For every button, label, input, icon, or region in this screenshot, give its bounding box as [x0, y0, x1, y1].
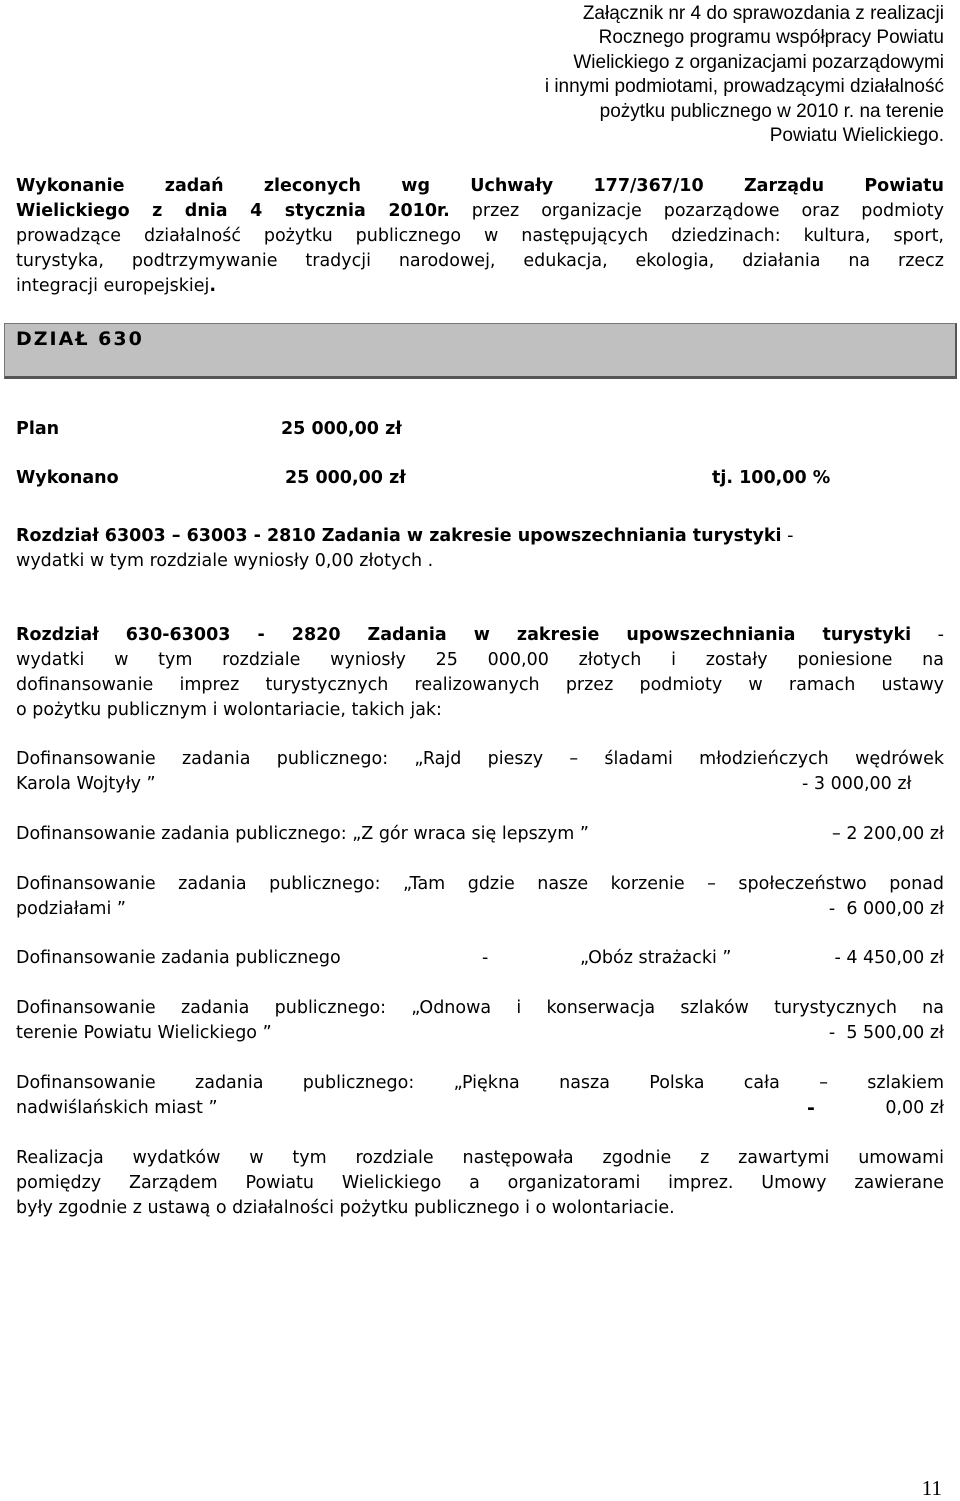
- task-amount: - 4 450,00 zł: [834, 948, 944, 968]
- task-title: Dofinansowanie zadania publicznego: „Rajd pieszy – śladami młodzieńczych wędrówek: [16, 749, 944, 769]
- intro-line: prowadzące działalność pożytku publicznego w następujących dziedzinach: kultura, sport,: [16, 226, 944, 246]
- task-row: [16, 1096, 944, 1121]
- rozdzial-title-line: [16, 623, 944, 648]
- closing-line: Realizacja wydatków w tym rozdziale następowała zgodnie z zawartymi umowami: [16, 1148, 944, 1168]
- intro-title-line: Wykonanie zadań zleconych wg Uchwały 177/367/10 Zarządu Powiatu: [16, 176, 944, 196]
- intro-text: przez organizacje pozarządowe oraz podmioty: [449, 201, 944, 221]
- task-title-end: nadwiślańskich miast ”: [16, 1098, 218, 1118]
- intro-line: [16, 274, 944, 299]
- task-dash: -: [482, 948, 489, 968]
- rozdzial-title: Rozdział 630-63003 - 2820 Zadania w zakresie upowszechniania turystyki: [16, 625, 912, 645]
- rozdzial-text: dofinansowanie imprez turystycznych realizowanych przez podmioty w ramach ustawy: [16, 675, 944, 695]
- header-line: pożytku publicznego w 2010 r. na terenie: [599, 100, 944, 122]
- rozdzial-63003-2810: [16, 524, 944, 574]
- task-title: Dofinansowanie zadania publicznego: „Tam gdzie nasze korzenie – społeczeństwo ponad: [16, 874, 944, 894]
- task-title: Dofinansowanie zadania publicznego: „Odnowa i konserwacja szlaków turystycznych na: [16, 998, 944, 1018]
- header-line: Wielickiego z organizacjami pozarządowymi: [573, 51, 944, 73]
- header-line: Powiatu Wielickiego.: [769, 125, 944, 147]
- closing-paragraph: [16, 1146, 944, 1221]
- section-header: [4, 323, 957, 379]
- task-amount: - 3 000,00 zł: [802, 774, 912, 794]
- task-title: Dofinansowanie zadania publicznego: „Z gór wraca się lepszym ”: [16, 824, 589, 844]
- task-item: [16, 1071, 944, 1121]
- rozdzial-dash: -: [911, 625, 944, 645]
- rozdzial-title: Rozdział 63003 – 63003 - 2810 Zadania w zakresie upowszechniania turystyki: [16, 526, 782, 546]
- task-amount: - 5 500,00 zł: [828, 1023, 944, 1043]
- wykonano-value: 25 000,00 zł: [285, 468, 406, 488]
- header-line: i innymi podmiotami, prowadzącymi działalność: [544, 76, 944, 98]
- rozdzial-dash: -: [781, 526, 794, 546]
- rozdzial-text: wydatki w tym rozdziale wyniosły 0,00 złotych .: [16, 551, 434, 571]
- task-name: „Obóz strażacki ”: [580, 948, 732, 968]
- task-item: [16, 872, 944, 922]
- document-header: [545, 2, 944, 148]
- task-item: [16, 747, 944, 797]
- section-title: DZIAŁ 630: [16, 328, 144, 350]
- task-amount: – 2 200,00 zł: [832, 824, 944, 844]
- task-amount: 0,00 zł: [885, 1098, 944, 1118]
- task-title: Dofinansowanie zadania publicznego: [16, 948, 341, 968]
- intro-last-dot: .: [209, 276, 217, 296]
- task-row: [16, 1021, 944, 1046]
- intro-paragraph: [16, 174, 944, 299]
- rozdzial-title-line: [16, 524, 944, 549]
- wykonano-percent: tj. 100,00 %: [712, 468, 831, 488]
- header-line: Rocznego programu współpracy Powiatu: [598, 27, 944, 49]
- task-title: Dofinansowanie zadania publicznego: „Piękna nasza Polska cała – szlakiem: [16, 1073, 944, 1093]
- closing-line: były zgodnie z ustawą o działalności pożytku publicznego i o wolontariacie.: [16, 1198, 675, 1218]
- task-row: [16, 772, 944, 797]
- page-number: 11: [921, 1476, 942, 1500]
- rozdzial-text: wydatki w tym rozdziale wyniosły 25 000,00 złotych i zostały poniesione na: [16, 650, 944, 670]
- task-title-end: podziałami ”: [16, 899, 126, 919]
- plan-value: 25 000,00 zł: [281, 419, 402, 439]
- rozdzial-630-63003-2820: [16, 623, 944, 723]
- intro-last: integracji europejskiej: [16, 276, 210, 296]
- task-item: [16, 996, 944, 1046]
- intro-title-end: Wielickiego z dnia 4 stycznia 2010r.: [16, 201, 450, 221]
- header-line: Załącznik nr 4 do sprawozdania z realizacji: [582, 3, 944, 24]
- intro-line: turystyka, podtrzymywanie tradycji narodowej, edukacja, ekologia, działania na rzecz: [16, 251, 944, 271]
- wykonano-label: Wykonano: [16, 468, 119, 488]
- task-title-end: Karola Wojtyły ”: [16, 774, 156, 794]
- plan-label: Plan: [16, 419, 60, 439]
- intro-line: [16, 199, 944, 224]
- task-amount: - 6 000,00 zł: [828, 899, 944, 919]
- task-dash: -: [807, 1097, 815, 1119]
- task-title-end: terenie Powiatu Wielickiego ”: [16, 1023, 272, 1043]
- task-row: [16, 897, 944, 922]
- rozdzial-text: o pożytku publicznym i wolontariacie, takich jak:: [16, 700, 442, 720]
- closing-line: pomiędzy Zarządem Powiatu Wielickiego a organizatorami imprez. Umowy zawierane: [16, 1173, 944, 1193]
